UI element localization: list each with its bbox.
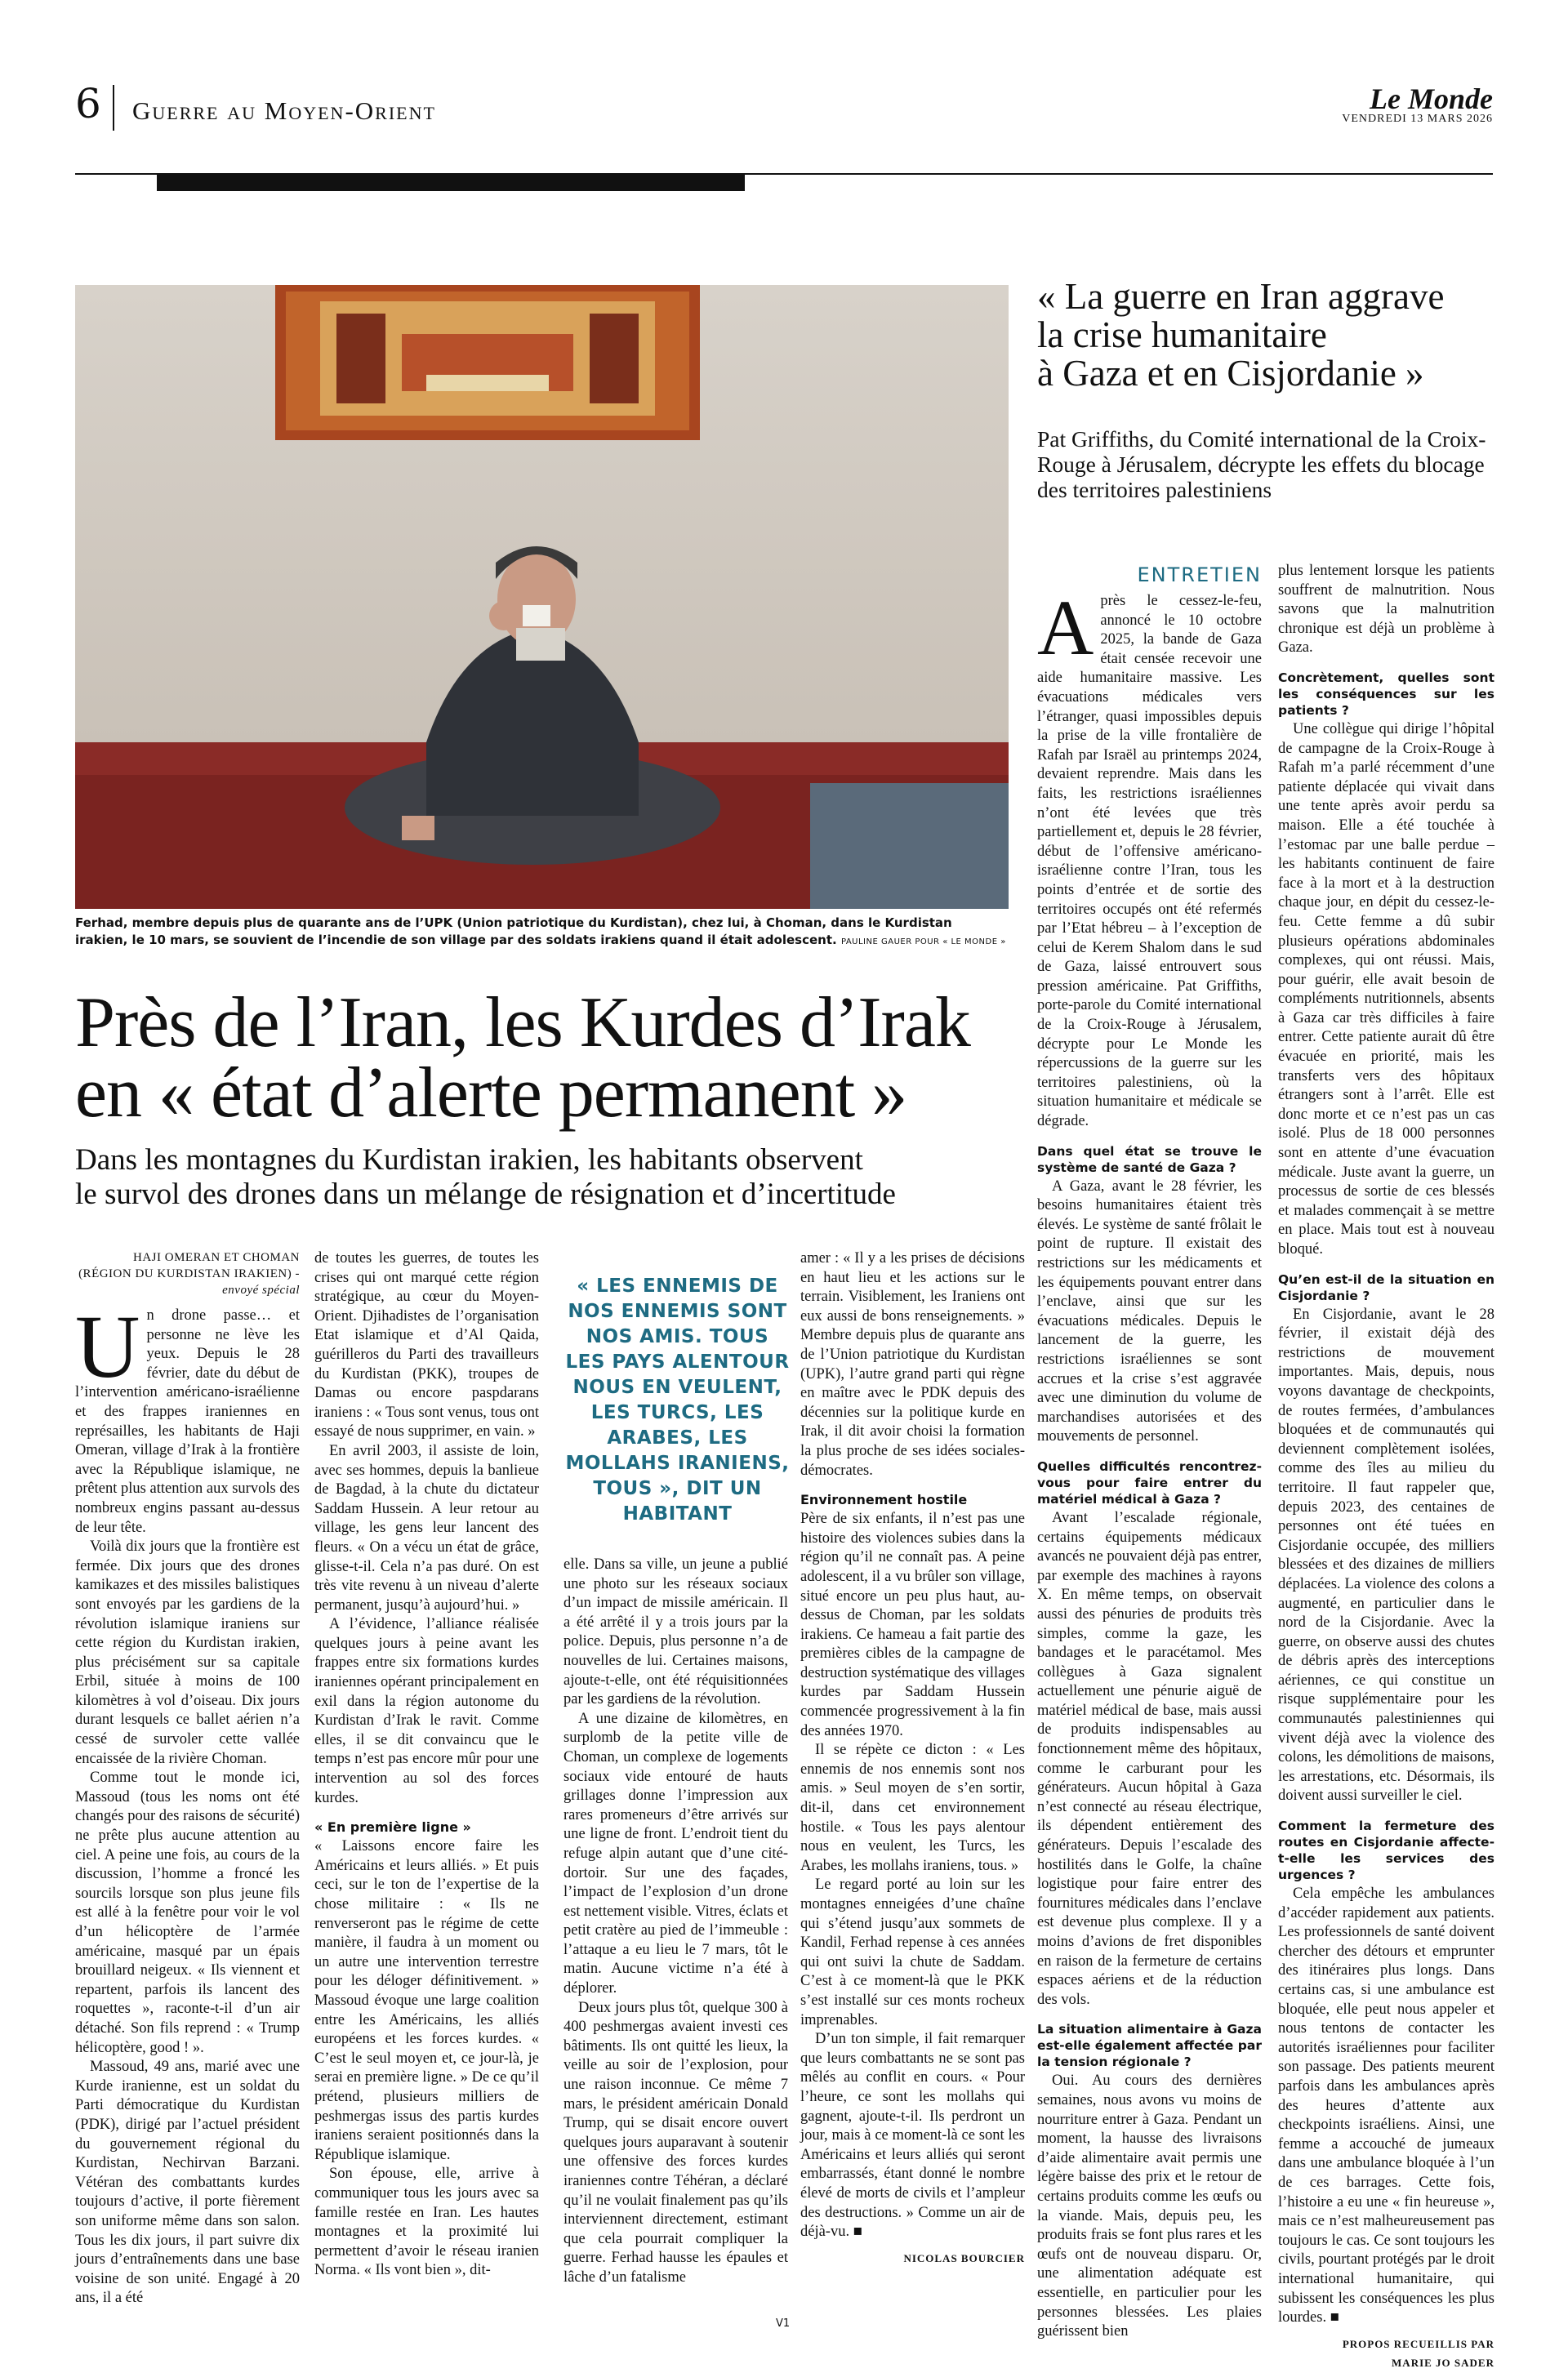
paragraph: amer : « Il y a les prises de décisions en haut lieu et les actions sur le terrain. Visiblement, les Iraniens ont eux aussi de bons renseignements. » Membre depuis plus de quarante ans de l’Union patriotique du Kurdistan (UPK), l’autre grand parti qui règne en maître avec le PDK depuis des décennies sur la politique kurde en Irak, il dit avoir choisi la formation la plus proche de ses idées sociales-démocrates. xyxy=(800,1250,1025,1479)
masthead-logo: Le Monde xyxy=(1370,82,1493,115)
photo-credit: PAULINE GAUER POUR « LE MONDE » xyxy=(840,937,1006,946)
article-column-2 xyxy=(314,1249,539,2281)
paragraph: près le cessez-le-feu, annoncé le 10 octobre 2025, la bande de Gaza était censée recevoir une aide humanitaire massive. Les évacuations médicales vers l’étranger, quasi impossibles depuis la prise de la ville frontalière de Rafah par Israël au printemps 2024, devaient reprendre. Mais dans les faits, les restrictions israéliennes n’ont été levées que très partiellement et, depuis le 28 février, début de l’offensive américano-israélienne contre l’Iran, tous les points d’entrée et de sortie des territoires occupés ont été refermés par l’Etat hébreu – à l’exception de celui de Kerem Shalom dans le sud de Gaza, laissé entrouvert sous pression américaine. Pat Griffiths, porte-parole du Comité international de la Croix-Rouge à Jérusalem, décrypte pour Le Monde les répercussions de la guerre sur les territoires palestiniens, où la situation humanitaire et médicale se dégrade. xyxy=(1037,593,1262,1130)
question: Concrètement, quelles sont les conséquences sur les patients ? xyxy=(1278,670,1494,718)
pull-quote: « LES ENNEMIS DE NOS ENNEMIS SONT NOS AMIS. TOUS LES PAYS ALENTOUR NOUS EN VEULENT, LES TURCS, LES ARABES, LES MOLLAHS IRANIENS, TOUS », DIT UN HABITANT xyxy=(565,1276,790,1525)
paragraph: En avril 2003, il assiste de loin, avec ses hommes, depuis la banlieue de Bagdad, à la chute du dictateur Saddam Hussein. A leur retour au village, les gens leur lancent des fleurs. « On a vécu un état de grâce, glisse-t-il. Cela n’a pas duré. On est très vite revenu à un niveau d’alerte permanent, jusqu’à aujourd’hui. » xyxy=(314,1442,539,1614)
paragraph: elle. Dans sa ville, un jeune a publié une photo sur les réseaux sociaux d’un impact de missile américain. Il a été arrêté il y a trois jours par la police. Depuis, plus personne n’a de nouvelles de lui. Certaines maisons, ajoute-t-elle, ont été réquisitionnées par les gardiens de la révolution. xyxy=(564,1556,788,1708)
interview-subtitle: Pat Griffiths, du Comité international de la Croix-Rouge à Jérusalem, décrypte les effets du blocage des territoires palestiniens xyxy=(1037,426,1486,502)
paragraph: Massoud, 49 ans, marié avec une Kurde iranienne, est un soldat du Parti démocratique du Kurdistan (PDK), dirigé par l’actuel président du gouvernement régional du Kurdistan, Nechirvan Barzani. Vétéran des combattants kurdes toujours d’active, il porte fièrement son uniforme même dans son salon. Tous les dix jours, il part suivre dix jours d’entraînements dans une base voisine de son unité. Engagé à 20 ans, il a été xyxy=(75,2059,300,2307)
paragraph: Cela empêche les ambulances d’accéder rapidement aux patients. Les professionnels de santé doivent chercher des détours et emprunter des itinéraires plus longs. Dans certains cas, si une ambulance est bloquée, elle peut nous appeler et nous tentons de contacter les autorités israéliennes pour faciliter son passage. Des patients meurent parfois dans les ambulances après des heures d’attente aux checkpoints israéliens. Ainsi, une femme a accouché de jumeaux dans une ambulance bloquée à l’un de ces barrages. Cette fois, l’histoire a eu une « fin heureuse », mais ce n’est malheureusement pas toujours le cas. Ce sont toujours les civils, pourtant protégés par le droit international humanitaire, qui subissent les conséquences les plus lourdes. ■ xyxy=(1278,1885,1494,2326)
dateline xyxy=(75,1249,300,1298)
paragraph: Comme tout le monde ici, Massoud (tous les noms ont été changés pour des raisons de sécurité) ne prête plus aucune attention au ciel. A peine une fois, au cours de la discussion, l’homme a froncé les sourcils lorsque son plus jeune fils est allé à la fenêtre pour voir le vol d’un hélicoptère de l’armée américaine, masqué par un épais brouillard neigeux. « Ils viennent et repartent, parfois ils lancent des roquettes », raconte-t-il d’un air détaché. Son fils reprend : « Trump hélicoptère, good ! ». xyxy=(75,1770,300,2056)
interview-column-2 xyxy=(1278,562,1494,2373)
dateline-role: envoyé spécial xyxy=(222,1284,300,1297)
paragraph: Voilà dix jours que la frontière est fermée. Dix jours que des drones kamikazes et des missiles balistiques sont envoyés par les gardiens de la révolution islamique iraniens sur cette région du Kurdistan irakien, plus précisément sur sa capitale Erbil, située à moins de 100 kilomètres à vol d’oiseau. Dix jours durant lesquels ce ballet aérien n’a cessé de survoler cette vallée encaissée de la rivière Choman. xyxy=(75,1538,300,1767)
interview-kicker: ENTRETIEN xyxy=(1137,563,1262,586)
interview-headline-line-2: la crise humanitaire xyxy=(1037,314,1327,355)
article-photo xyxy=(75,285,1009,909)
caption-text: Ferhad, membre depuis plus de quarante ans de l’UPK (Union patriotique du Kurdistan), chez lui, à Choman, dans le Kurdistan irakien, le 10 mars, se souvient de l’incendie de son village par des soldats irakiens quand il était adolescent. xyxy=(75,915,952,947)
author-signature: NICOLAS BOURCIER xyxy=(903,2251,1025,2264)
paragraph: n drone passe… et personne ne lève les yeux. Depuis le 28 février, date du début de l’intervention américano-israélienne et des frappes iraniennes en représailles, les habitants de Haji Omeran, village d’Irak à la frontière avec la République islamique, ne prêtent plus attention aux survols des nombreux engins passant au-dessus de leur tête. xyxy=(75,1307,300,1536)
paragraph: Oui. Au cours des dernières semaines, nous avons vu moins de nourriture entrer à Gaza. Pendant un moment, la hausse des livraisons d’aide alimentaire avait permis une légère baisse des prix et le retour de certains produits comme les œufs ou la viande. Mais, depuis peu, les produits frais se font plus rares et les œufs ont de nouveau disparu. Or, une alimentation adéquate est essentielle, en particulier pour les personnes blessées. Les plaies guérissent bien xyxy=(1037,2072,1262,2340)
paragraph: Deux jours plus tôt, quelque 300 à 400 peshmergas avaient investi ces bâtiments. Ils ont quitté les lieux, la veille au soir de l’explosion, pour une raison inconnue. Ce même 7 mars, le président américain Donald Trump, qui se disait encore ouvert quelques jours auparavant à soutenir une offensive des forces kurdes iraniennes contre Téhéran, a déclaré qu’il ne voulait finalement pas qu’ils interviennent directement, estimant que cela pourrait compliquer la guerre. Ferhad hausse les épaules et lâche d’un fatalisme xyxy=(564,1999,788,2286)
page-number: 6 xyxy=(75,80,101,127)
paragraph: Le regard porté au loin sur les montagnes enneigées d’une chaîne qui s’étend jusqu’aux sommets de Kandil, Ferhad repense à ces années qui ont suivi la chute de Saddam. C’est à ce moment-là que le PKK s’est installé sur ces monts rocheux imprenables. xyxy=(800,1877,1025,2028)
headline-line-1: Près de l’Iran, les Kurdes d’Irak xyxy=(75,983,970,1062)
signature-line-1: PROPOS RECUEILLIS PAR xyxy=(1342,2337,1494,2350)
signature-line-2: MARIE JO SADER xyxy=(1392,2357,1494,2370)
question: La situation alimentaire à Gaza est-elle également affectée par la tension régionale ? xyxy=(1037,2022,1262,2070)
subheading: « En première ligne » xyxy=(314,1819,471,1836)
paragraph: de toutes les guerres, de toutes les crises qui ont marqué cette région stratégique, au cœur du Moyen-Orient. Djihadistes de l’organisation Etat islamique et d’Al Qaida, guérilleros du Parti des travailleurs du Kurdistan (PKK), troupes de Damas ou encore paspdarans iraniens : « Tous sont venus, tous ont essayé de nous supprimer, en vain. » xyxy=(314,1250,539,1440)
dateline-place: HAJI OMERAN ET CHOMAN xyxy=(133,1251,300,1264)
paragraph: A Gaza, avant le 28 février, les besoins humanitaires étaient très élevés. Le système de santé frôlait le point de rupture. Il existait des restrictions sur les médicaments et les équipements pouvant entrer dans l’enclave, ainsi que sur les évacuations médicales. Depuis le lancement de la guerre, les restrictions israéliennes se sont accrues et la crise s’est aggravée avec une diminution du volume de marchandises autorisées et des mouvements de personnel. xyxy=(1037,1178,1262,1445)
article-column-4 xyxy=(800,1249,1025,2268)
paragraph: plus lentement lorsque les patients souffrent de malnutrition. Nous savons que la malnutrition chronique est déjà un problème à Gaza. xyxy=(1278,563,1494,657)
page-folio: V1 xyxy=(776,2317,791,2330)
paragraph: Une collègue qui dirige l’hôpital de campagne de la Croix-Rouge à Rafah m’a parlé récemment d’une patiente déplacée qui vivait dans une tente après avoir perdu sa maison. Elle a été touchée à l’estomac par une balle perdue – les habitants continuent de faire face à la mort et à la destruction chaque jour, en dépit du cessez-le-feu. Cette femme a dû subir plusieurs opérations abdominales complexes, qui ont réussi. Mais, pour guérir, elle avait besoin de compléments nutritionnels, absents à Gaza car très difficiles à faire entrer. Cette patiente aurait dû être évacuée en priorité, mais les transferts vers des hôpitaux étrangers sont à l’arrêt. Elle est donc morte et ce n’est pas un cas isolé. Plus de 18 000 personnes sont en attente d’une évacuation médicale. Juste avant la guerre, un processus de sortie de ces blessés et malades commençait à se mettre en place. Mais tout est à nouveau bloqué. xyxy=(1278,720,1494,1258)
issue-date: VENDREDI 13 MARS 2026 xyxy=(1342,113,1493,125)
article-column-1 xyxy=(75,1297,300,2308)
subheading: Environnement hostile xyxy=(800,1492,968,1508)
main-subtitle xyxy=(75,1143,1039,1212)
header-rule-thick xyxy=(157,173,745,191)
interview-headline-line-3: à Gaza et en Cisjordanie » xyxy=(1037,353,1424,394)
paragraph: Avant l’escalade régionale, certains équipements médicaux avancés ne pouvaient déjà pas entrer, par exemple des machines à rayons X. En même temps, on observait aussi des pénuries de produits très simples, comme la gaze, les bandages et le paracétamol. Mes collègues à Gaza signalent actuellement une pénurie aiguë de matériel médical de base, mais aussi de produits indispensables au fonctionnement même des hôpitaux, comme le carburant pour les générateurs. Aucun hôpital à Gaza n’est connecté au réseau électrique, ils dépendent entièrement des générateurs. Depuis l’escalade des hostilités dans le Golfe, la chaîne logistique pour faire entrer des fournitures médicales dans l’enclave est devenue plus complexe. Il y a moins d’avions de fret disponibles en raison de la fermeture de certains espaces aériens et de la réduction des vols. xyxy=(1037,1509,1262,2008)
paragraph: En Cisjordanie, avant le 28 février, il existait déjà des restrictions de mouvement importantes. Mais, depuis, nous voyons davantage de checkpoints, de routes fermées, d’ambulances bloquées et de communautés qui deviennent complètement isolées, comme des îles au milieu du territoire. Il faut rappeler que, depuis 2023, des centaines de personnes ont été tuées en Cisjordanie occupée, des milliers blessées et des dizaines de milliers déplacées. La violence des colons a augmenté, en particulier dans le nord de la Cisjordanie. Avec la guerre, on observe aussi des chutes de débris après des interceptions aériennes, ce qui constitue un risque supplémentaire pour les communautés palestiniennes qui vivent déjà avec la violence des colons, les démolitions de maisons, les arrestations, etc. Désormais, ils doivent aussi surveiller le ciel. xyxy=(1278,1306,1494,1805)
question: Qu’en est-il de la situation en Cisjordanie ? xyxy=(1278,1271,1494,1303)
paragraph: Son épouse, elle, arrive à communiquer tous les jours avec sa famille restée en Iran. Les hautes montagnes et la proximité lui permettent d’avoir le réseau iranien Norma. « Ils vont bien », dit- xyxy=(314,2166,539,2279)
paragraph: A l’évidence, l’alliance réalisée quelques jours à peine avant les frappes entre six formations kurdes iraniennes opérant principalement en exil dans la région autonome du Kurdistan d’Irak le ravit. Comme elles, il se dit convaincu que le temps n’est pas encore mûr pour une intervention au sol des forces kurdes. xyxy=(314,1616,539,1806)
interview-column-1 xyxy=(1037,584,1262,2342)
paragraph: D’un ton simple, il fait remarquer que leurs combattants ne se sont pas mêlés au conflit en cours. « Pour l’heure, ce sont les mollahs qui gagnent, ajoute-t-il. Ils perdront un jour, mais à ce moment-là ce sont les Américains et leurs alliés qui seront embarrassés, étant donné le nombre élevé de morts de civils et l’ampleur des destructions. » Comme un air de déjà-vu. ■ xyxy=(800,2031,1025,2241)
subtitle-line-2: le survol des drones dans un mélange de résignation et d’incertitude xyxy=(75,1178,896,1211)
header-separator xyxy=(113,85,114,131)
interview-signature xyxy=(1278,2335,1494,2373)
question: Quelles difficultés rencontrez-vous pour faire entrer du matériel médical à Gaza ? xyxy=(1037,1458,1262,1507)
paragraph: Père de six enfants, il n’est pas une histoire des violences subies dans la région qu’il ne connaît pas. A peine adolescent, il a vu brûler son village, situé encore un peu plus haut, au-dessus de Choman, par les soldats irakiens. Ce hameau a fait partie des premières cibles de la campagne de destruction systématique des villages kurdes par Saddam Hussein commencée progressivement à la fin des années 1970. xyxy=(800,1511,1025,1739)
paragraph: « Laissons encore faire les Américains et leurs alliés. » Et puis ceci, sur le ton de l’expertise de la chose militaire : « Ils ne renverseront pas le régime de cette manière, il faudra à un moment ou un autre une intervention terrestre pour les déloger définitivement. » Massoud évoque une large coalition entre les Américains, les alliés européens et les forces kurdes. « C’est le seul moyen et, ce jour-là, je serai en première ligne. » De ce qu’il prétend, plusieurs milliers de peshmergas issus des partis kurdes iraniens seraient positionnés dans la République islamique. xyxy=(314,1838,539,2163)
main-headline xyxy=(75,983,1039,1133)
photo-illustration xyxy=(75,285,1009,909)
photo-caption xyxy=(75,915,1009,951)
article-column-3 xyxy=(564,1556,788,2288)
question: Dans quel état se trouve le système de santé de Gaza ? xyxy=(1037,1143,1262,1175)
paragraph: A une dizaine de kilomètres, en surplomb de la petite ville de Choman, un complexe de logements sociaux vide entouré de hauts grillages donne l’impression aux rares promeneurs d’être arrivés sur une ligne de front. L’endroit tient du refuge alpin autant que d’une cité-dortoir. Sur une des façades, l’impact de l’explosion d’un drone est nettement visible. Vitres, éclats et petit cratère au pied de l’immeuble : l’attaque a eu lieu le 7 mars, tôt le matin. Aucune victime n’a été à déplorer. xyxy=(564,1710,788,1997)
interview-headline xyxy=(1037,278,1494,393)
question: Comment la fermeture des routes en Cisjordanie affecte-t-elle les services des urgences ? xyxy=(1278,1819,1494,1883)
interview-headline-line-1: « La guerre en Iran aggrave xyxy=(1037,276,1445,317)
subtitle-line-1: Dans les montagnes du Kurdistan irakien, les habitants observent xyxy=(75,1143,863,1177)
dateline-region: (RÉGION DU KURDISTAN IRAKIEN) - xyxy=(78,1267,300,1280)
drop-cap: A xyxy=(1037,584,1094,671)
section-title: Guerre au Moyen-Orient xyxy=(132,96,436,125)
paragraph: Il se répète ce dicton : « Les ennemis de nos ennemis sont nos amis. » Seul moyen de s’en sortir, dit-il, dans cet environnement hostile. « Tous les pays alentour nous en veulent, les Turcs, les Arabes, les mollahs iraniens, tous. » xyxy=(800,1742,1025,1874)
headline-line-2: en « état d’alerte permanent » xyxy=(75,1053,907,1133)
drop-cap: U xyxy=(75,1297,140,1396)
